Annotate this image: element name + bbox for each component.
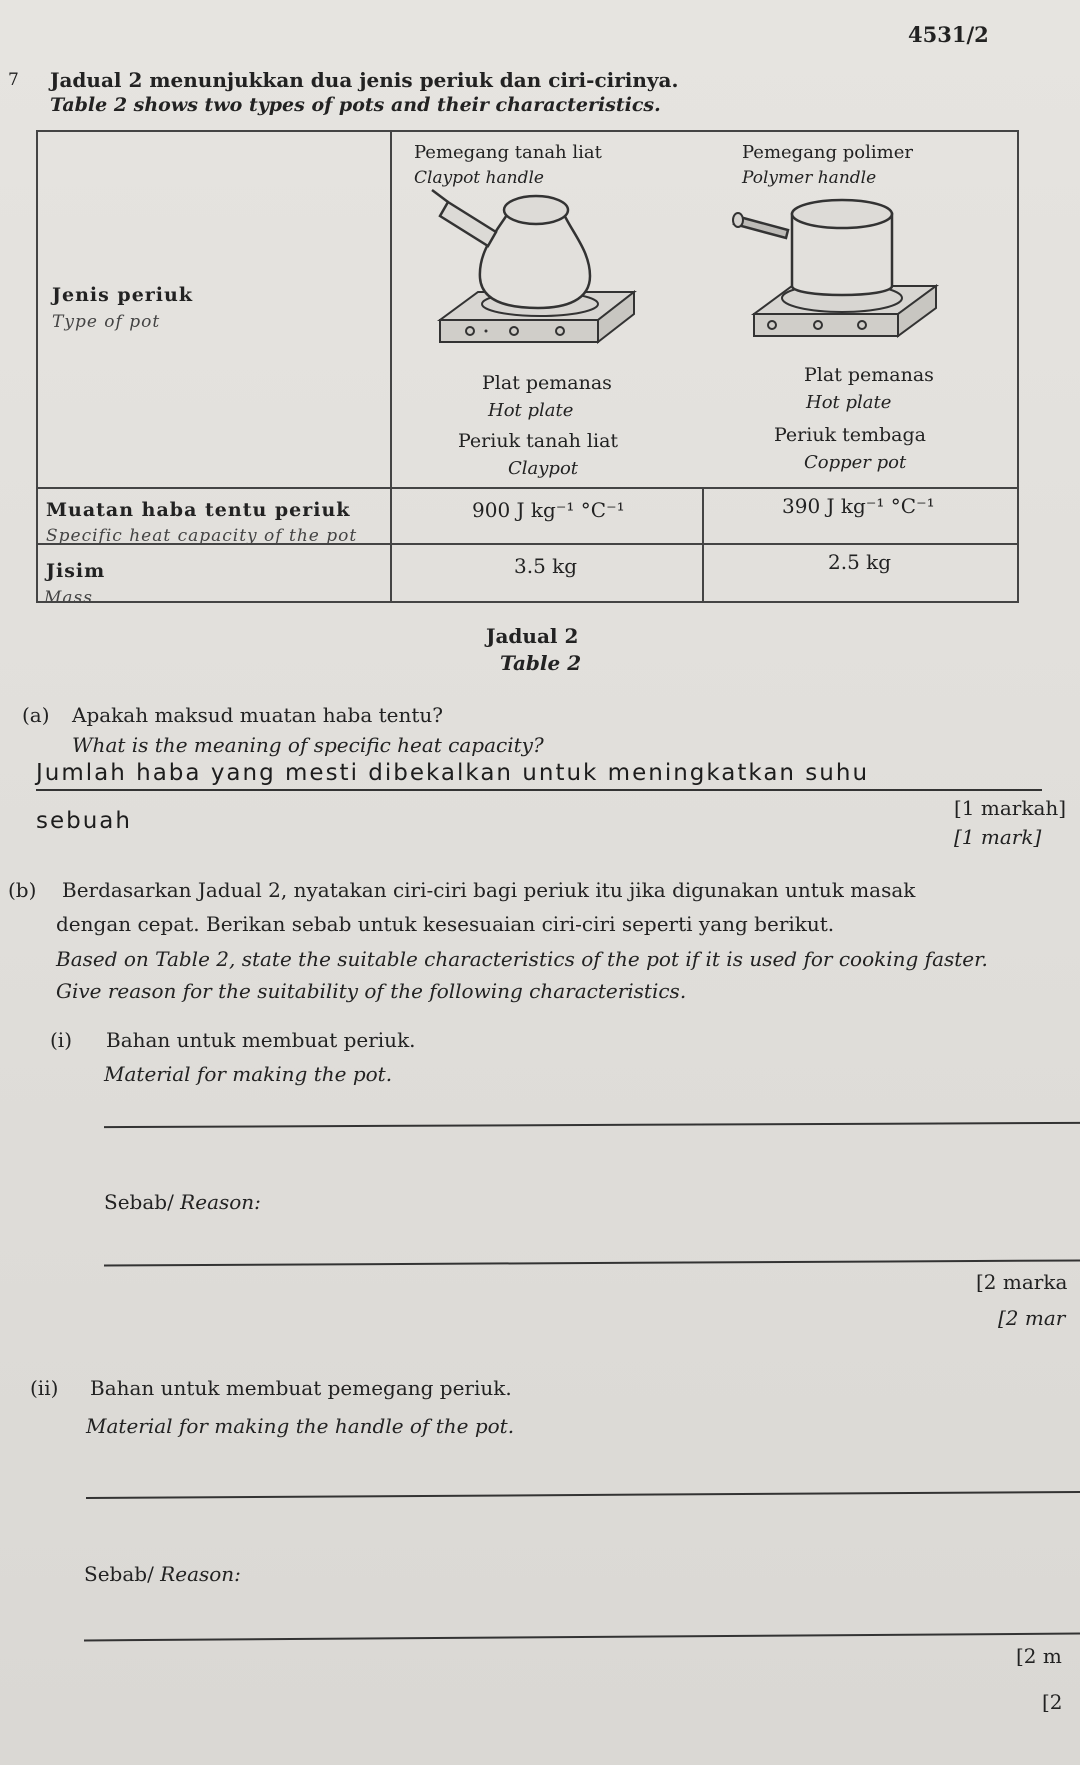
claypot-plate-malay: Plat pemanas: [482, 372, 612, 394]
part-b-ii-reason-english: Reason:: [160, 1562, 241, 1586]
part-b-ii-malay: Bahan untuk membuat pemegang periuk.: [90, 1376, 512, 1400]
claypot-handle-english: Claypot handle: [414, 168, 544, 188]
part-b-ii-mark-malay: [2 m: [1016, 1644, 1062, 1668]
part-a-label: (a): [22, 703, 50, 727]
part-b-i-reason-line: [104, 1259, 1080, 1266]
intro-english: Table 2 shows two types of pots and their characteristics.: [50, 94, 661, 116]
part-b-ii-label: (ii): [30, 1376, 59, 1400]
claypot-shc-value: 900 J kg⁻¹ °C⁻¹: [472, 498, 625, 522]
copper-plate-malay: Plat pemanas: [804, 364, 934, 386]
part-b-i-reason: [104, 1190, 261, 1214]
copper-handle-english: Polymer handle: [742, 168, 877, 188]
claypot-illustration: [418, 180, 708, 360]
part-b-i-mark-english: [2 mar: [998, 1306, 1066, 1330]
part-b-i-answer-line: [104, 1122, 1080, 1128]
question-number: 7: [8, 70, 19, 90]
copper-pot-malay: Periuk tembaga: [774, 424, 926, 446]
copper-pot-english: Copper pot: [804, 452, 907, 473]
table-caption-malay: Jadual 2: [486, 624, 579, 648]
paper-code: 4531/2: [908, 22, 989, 47]
part-a-mark-english: [1 mark]: [954, 825, 1042, 849]
row-label-type-malay: Jenis periuk: [52, 284, 194, 306]
pots-table: [36, 130, 1019, 608]
part-b-ii-reason-malay: Sebab/: [84, 1562, 161, 1586]
copper-shc-value: 390 J kg⁻¹ °C⁻¹: [782, 494, 935, 518]
part-b-question-english-1: Based on Table 2, state the suitable characteristics of the pot if it is used for cooking faster.: [56, 947, 988, 971]
part-a-question-english: What is the meaning of specific heat capacity?: [72, 733, 544, 757]
table-caption-english: Table 2: [500, 651, 582, 675]
part-a-answer-rule: [36, 789, 1042, 791]
part-b-i-reason-malay: Sebab/: [104, 1190, 181, 1214]
part-a-answer-line2: sebuah: [36, 808, 132, 834]
claypot-handle-malay: Pemegang tanah liat: [414, 142, 602, 163]
part-b-i-malay: Bahan untuk membuat periuk.: [106, 1028, 416, 1052]
claypot-plate-english: Hot plate: [488, 400, 574, 421]
part-a-question-malay: Apakah maksud muatan haba tentu?: [72, 703, 444, 727]
row-label-shc-malay: Muatan haba tentu periuk: [46, 499, 351, 521]
row-label-mass-english: Mass: [44, 588, 93, 608]
part-a-answer-line1: Jumlah haba yang mesti dibekalkan untuk meningkatkan suhu: [36, 760, 870, 786]
part-b-question-malay-1: Berdasarkan Jadual 2, nyatakan ciri-ciri bagi periuk itu jika digunakan untuk masak: [62, 878, 916, 902]
part-b-ii-english: Material for making the handle of the pot.: [86, 1414, 515, 1438]
copper-pot-illustration: [732, 186, 1002, 358]
part-b-ii-mark-english: [2: [1042, 1690, 1063, 1714]
row-label-shc-english: Specific heat capacity of the pot: [46, 526, 358, 546]
part-a-mark-malay: [1 markah]: [954, 796, 1067, 820]
part-b-ii-reason-line: [84, 1633, 1080, 1642]
part-b-question-malay-2: dengan cepat. Berikan sebab untuk kesesuaian ciri-ciri seperti yang berikut.: [56, 912, 835, 936]
part-b-question-english-2: Give reason for the suitability of the following characteristics.: [56, 979, 687, 1003]
copper-mass-value: 2.5 kg: [828, 550, 892, 574]
claypot-pot-malay: Periuk tanah liat: [458, 430, 619, 452]
copper-plate-english: Hot plate: [806, 392, 892, 413]
part-b-i-label: (i): [50, 1028, 73, 1052]
claypot-mass-value: 3.5 kg: [514, 554, 578, 578]
copper-handle-malay: Pemegang polimer: [742, 142, 913, 163]
part-b-i-english: Material for making the pot.: [104, 1062, 393, 1086]
intro-malay: Jadual 2 menunjukkan dua jenis periuk dan ciri-cirinya.: [50, 68, 679, 92]
part-b-ii-reason: [84, 1562, 241, 1586]
part-b-label: (b): [8, 878, 37, 902]
part-b-i-reason-english: Reason:: [180, 1190, 261, 1214]
part-b-i-mark-malay: [2 marka: [976, 1270, 1068, 1294]
claypot-pot-english: Claypot: [508, 458, 579, 479]
row-label-mass-malay: Jisim: [46, 560, 106, 582]
part-b-ii-answer-line: [86, 1491, 1080, 1499]
row-label-type-english: Type of pot: [52, 312, 161, 332]
